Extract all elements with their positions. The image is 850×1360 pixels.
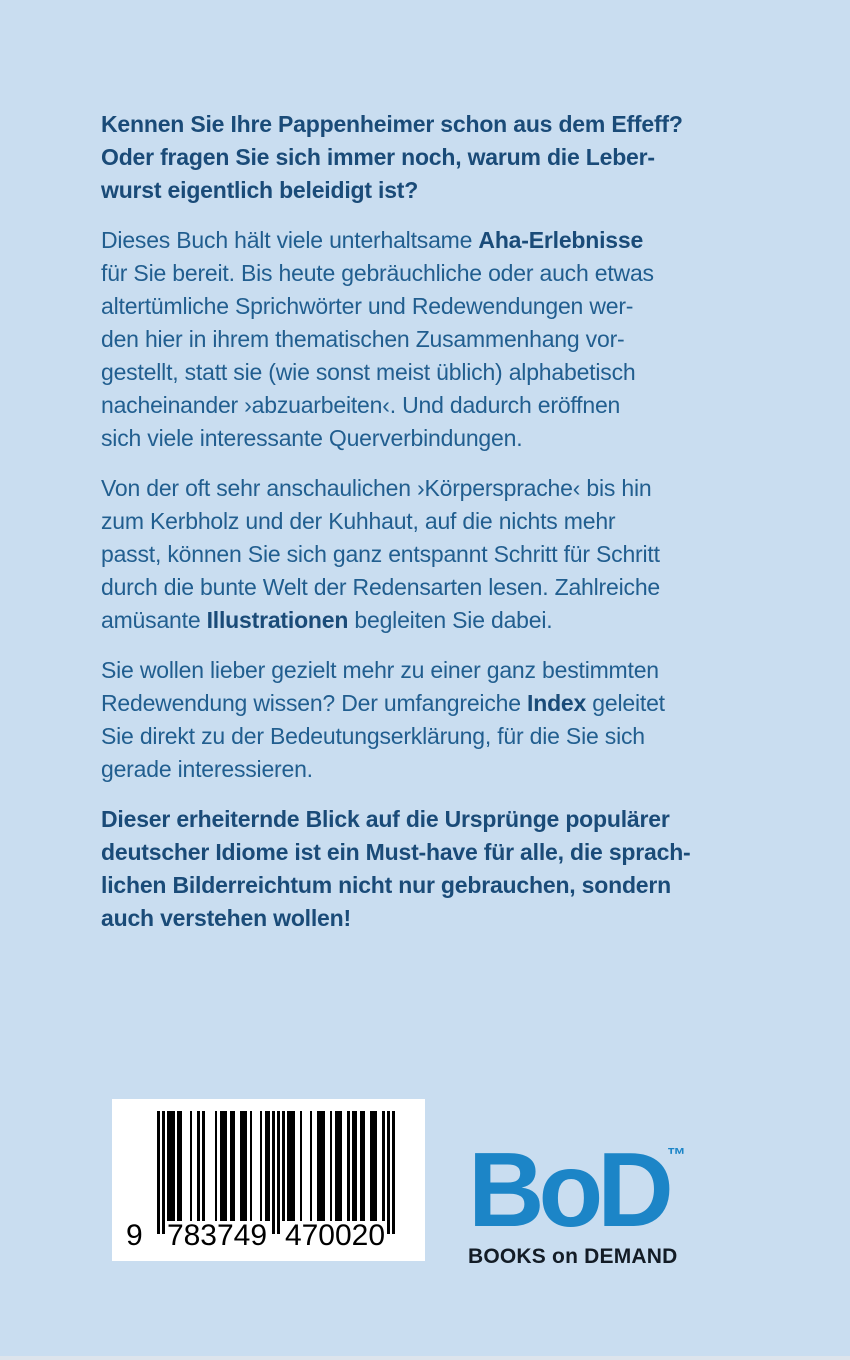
body-line (101, 224, 761, 257)
isbn-group-1: 783749 (166, 1219, 268, 1252)
paragraph-3 (101, 654, 761, 786)
barcode-bar (392, 1111, 395, 1234)
body-line: passt, können Sie sich ganz entspannt Schritt für Schritt (101, 541, 660, 567)
body-line (101, 687, 761, 720)
barcode-digits (112, 1219, 425, 1255)
body-line: deutscher Idiome ist ein Must-have für alle, die sprach- (101, 839, 691, 865)
paragraph-2 (101, 472, 761, 637)
body-line: Sie direkt zu der Bedeutungserklärung, für die Sie sich (101, 723, 645, 749)
body-line: durch die bunte Welt der Redensarten lesen. Zahlreiche (101, 574, 661, 600)
body-line: sich viele interessante Querverbindungen. (101, 425, 523, 451)
body-line: nacheinander ›abzuarbeiten‹. Und dadurch eröffnen (101, 392, 621, 418)
headline-line: Oder fragen Sie sich immer noch, warum die Leber- (101, 144, 655, 170)
bottom-edge-strip (0, 1356, 850, 1360)
bod-subtitle: BOOKS on DEMAND (468, 1245, 678, 1269)
body-text: Redewendung wissen? Der umfangreiche (101, 690, 528, 716)
body-line: den hier in ihrem thematischen Zusammenhang vor- (101, 326, 625, 352)
body-line: lichen Bilderreichtum nicht nur gebrauchen, sondern (101, 872, 671, 898)
body-text: geleitet (586, 690, 665, 716)
publisher-logo (468, 1131, 708, 1269)
body-line (101, 604, 761, 637)
isbn-barcode (112, 1099, 425, 1261)
headline (101, 108, 761, 207)
body-line: für Sie bereit. Bis heute gebräuchliche oder auch etwas (101, 260, 654, 286)
trademark-symbol: ™ (666, 1145, 686, 1166)
body-line: altertümliche Sprichwörter und Redewendungen wer- (101, 293, 634, 319)
blurb-text-block (101, 108, 761, 935)
headline-line: Kennen Sie Ihre Pappenheimer schon aus dem Effeff? (101, 111, 683, 137)
paragraph-4-closing (101, 803, 761, 935)
body-text: Dieses Buch hält viele unterhaltsame (101, 227, 479, 253)
body-line: gestellt, statt sie (wie sonst meist üblich) alphabetisch (101, 359, 636, 385)
body-line: Sie wollen lieber gezielt mehr zu einer ganz bestimmten (101, 657, 659, 683)
body-line: Dieser erheiternde Blick auf die Ursprünge populärer (101, 806, 670, 832)
highlight-aha-erlebnisse: Aha-Erlebnisse (478, 227, 644, 253)
bod-wordmark (468, 1131, 686, 1249)
highlight-illustrationen: Illustrationen (206, 607, 349, 633)
isbn-prefix-digit: 9 (126, 1219, 143, 1252)
body-text: amüsante (101, 607, 207, 633)
body-text: begleiten Sie dabei. (348, 607, 553, 633)
highlight-index: Index (527, 690, 587, 716)
body-line: auch verstehen wollen! (101, 905, 351, 931)
body-line: zum Kerbholz und der Kuhhaut, auf die nichts mehr (101, 508, 616, 534)
isbn-group-2: 470020 (284, 1219, 386, 1252)
body-line: Von der oft sehr anschaulichen ›Körpersprache‹ bis hin (101, 475, 652, 501)
bod-wordmark-text: BoD (468, 1131, 668, 1249)
paragraph-1 (101, 224, 761, 455)
body-line: gerade interessieren. (101, 756, 313, 782)
headline-line: wurst eigentlich beleidigt ist? (101, 177, 419, 203)
